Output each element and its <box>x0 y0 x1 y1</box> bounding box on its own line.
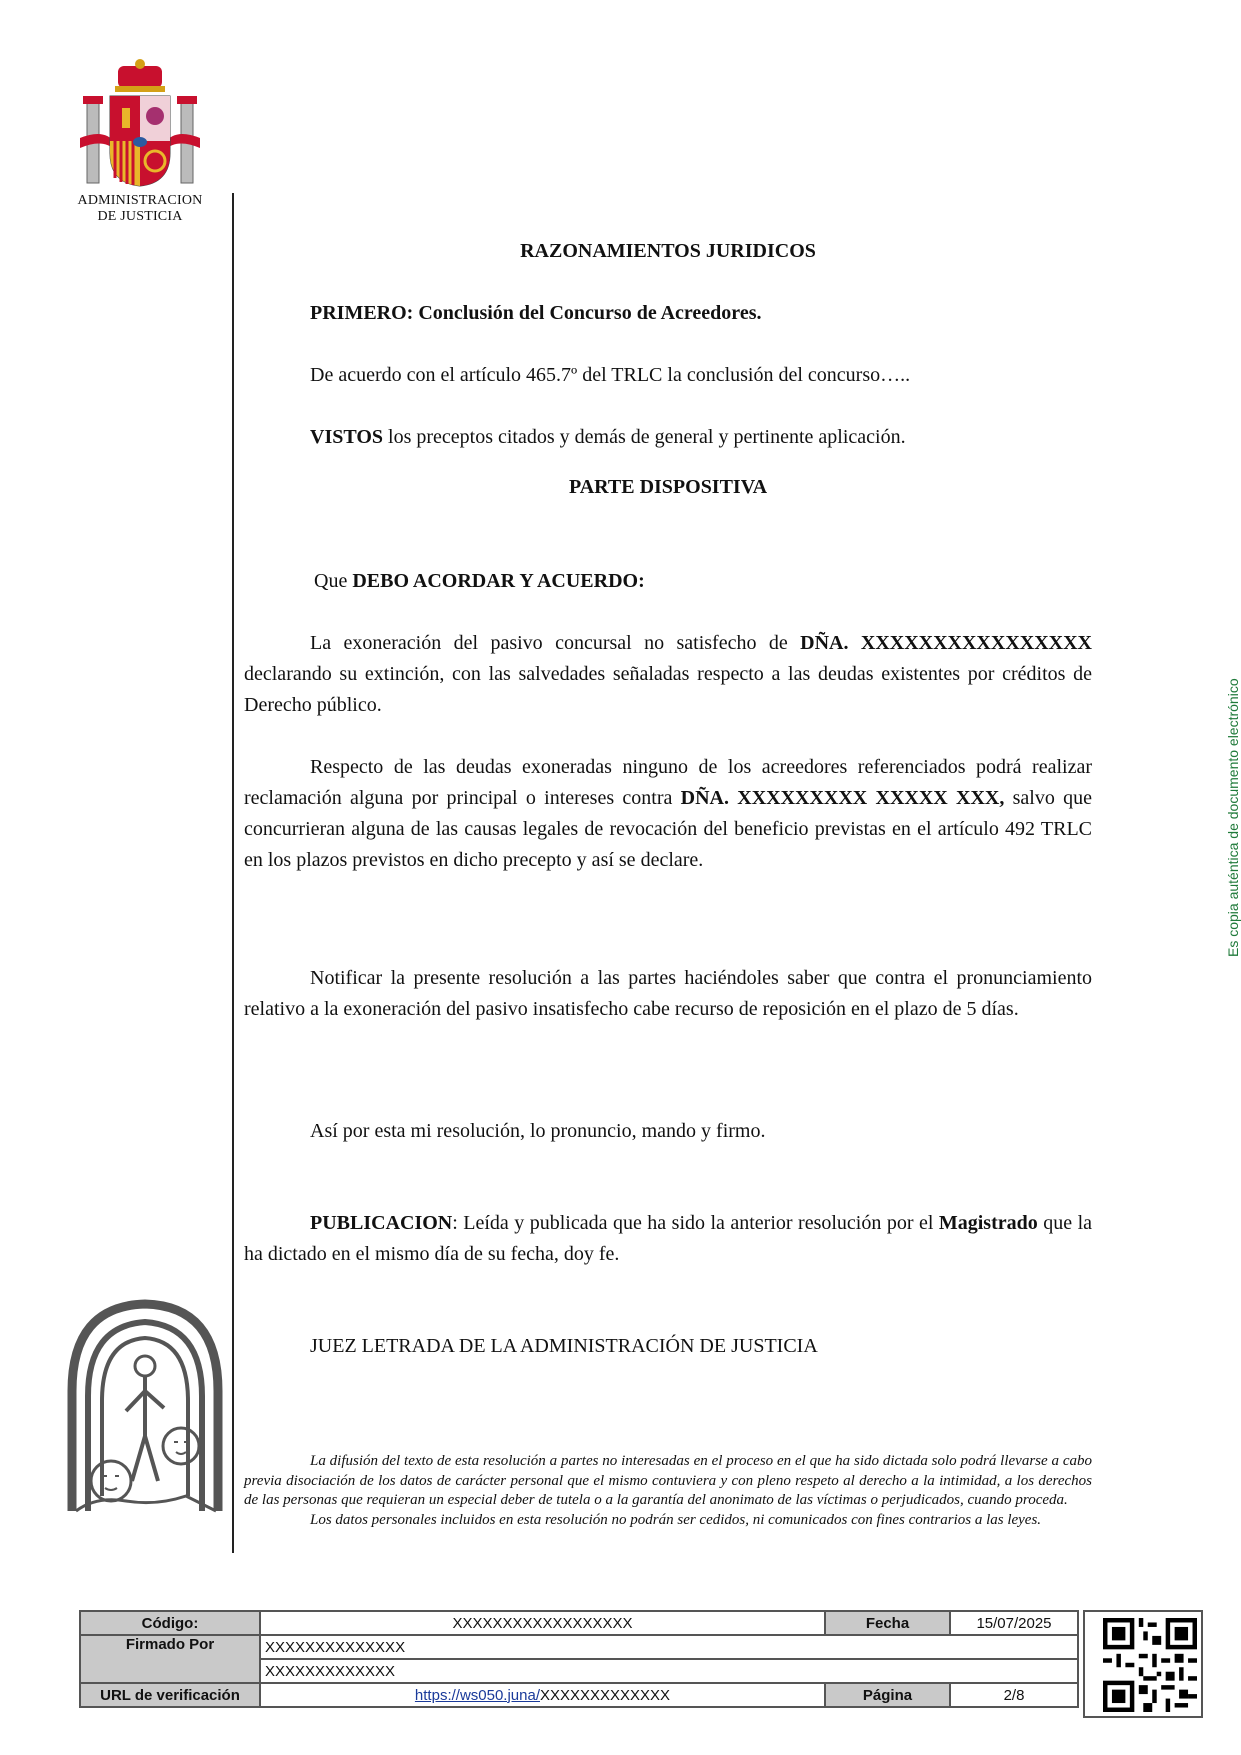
junta-logo <box>66 1296 224 1516</box>
footnote-datos: Los datos personales incluidos en esta resolución no podrán ser cedidos, ni comunicados con fines contrarios a las leyes. <box>310 1511 1042 1528</box>
fecha-value: 15/07/2025 <box>950 1611 1078 1635</box>
codigo-label: Código: <box>80 1611 260 1635</box>
verification-table <box>79 1610 1079 1708</box>
coat-of-arms-logo <box>70 58 210 224</box>
verification-link[interactable]: https://ws050.juna/ <box>414 1686 540 1704</box>
url-value <box>260 1683 825 1707</box>
pagina-value: 2/8 <box>950 1683 1078 1707</box>
paragraph-publicacion: PUBLICACION: Leída y publicada que ha sido la anterior resolución por el Magistrado que la ha dictado en el mismo día de su fecha, doy fe. <box>244 1212 1093 1265</box>
row-url <box>80 1683 1078 1707</box>
side-authenticity-text: Es copia auténtica de documento electrónico <box>1225 678 1241 957</box>
paragraph-exoneracion: La exoneración del pasivo concursal no satisfecho de DÑA. XXXXXXXXXXXXXXXX declarando su extinción, con las salvedades señaladas respecto a las deudas existentes por créditos de Derecho público. <box>244 632 1092 716</box>
paragraph-vistos: VISTOS los preceptos citados y demás de general y pertinente aplicación. <box>310 426 906 448</box>
footnote-difusion: La difusión del texto de esta resolución a partes no interesadas en el proceso en el que ha sido dictada solo podrá llevarse a cabo previa disociación de los datos de carácter personal que el mismo contuviera y con pleno respeto al derecho a la intimidad, a los derechos de las personas que requieran un especial deber de tutela o a la garantía del anonimato de las víctimas o perjudicados, cuando proceda. <box>244 1453 1092 1508</box>
coat-of-arms-icon <box>75 58 205 193</box>
margin-rule <box>232 193 234 1553</box>
codigo-value: XXXXXXXXXXXXXXXXXX <box>260 1611 825 1635</box>
paragraph-asi: Así por esta mi resolución, lo pronuncio, mando y firmo. <box>310 1120 766 1142</box>
fecha-label: Fecha <box>825 1611 950 1635</box>
paragraph-respecto: Respecto de las deudas exoneradas ninguno de los acreedores referenciados podrá realizar reclamación alguna por principal o intereses contra DÑA. XXXXXXXXX XXXXX XXX, salvo que concurrieran alguna de las causas legales de revocación del beneficio previstas en el artículo 492 TRLC en los plazos previstos en dicho precepto y así se declare. <box>244 756 1093 871</box>
url-label: URL de verificación <box>80 1683 260 1707</box>
signature-line: JUEZ LETRADA DE LA ADMINISTRACIÓN DE JUSTICIA <box>310 1335 818 1357</box>
junta-andalucia-icon <box>66 1296 224 1516</box>
paragraph-articulo: De acuerdo con el artículo 465.7º del TRLC la conclusión del concurso….. <box>310 364 911 386</box>
firmado-value-2: XXXXXXXXXXXXX <box>260 1659 1078 1683</box>
heading-razonamientos: RAZONAMIENTOS JURIDICOS <box>520 240 816 262</box>
firmado-value-1: XXXXXXXXXXXXXX <box>260 1635 1078 1659</box>
paragraph-que: Que DEBO ACORDAR Y ACUERDO: <box>314 570 645 592</box>
primero-heading: PRIMERO: Conclusión del Concurso de Acreedores. <box>310 302 762 324</box>
url-suffix: XXXXXXXXXXXXX <box>540 1686 671 1704</box>
footnote <box>244 1452 1092 1530</box>
row-codigo <box>80 1611 1078 1635</box>
logo-line1: ADMINISTRACION <box>77 193 203 208</box>
row-firmado-1 <box>80 1635 1078 1659</box>
logo-caption <box>70 193 210 225</box>
firmado-label: Firmado Por <box>80 1635 260 1683</box>
pagina-label: Página <box>825 1683 950 1707</box>
paragraph-notificar: Notificar la presente resolución a las partes haciéndoles saber que contra el pronunciamiento relativo a la exoneración del pasivo insatisfecho cabe recurso de reposición en el plazo de 5 días. <box>244 967 1092 1020</box>
qr-code-icon <box>1103 1618 1197 1712</box>
heading-parte-dispositiva: PARTE DISPOSITIVA <box>568 476 768 498</box>
logo-line2: DE JUSTICIA <box>97 209 183 224</box>
